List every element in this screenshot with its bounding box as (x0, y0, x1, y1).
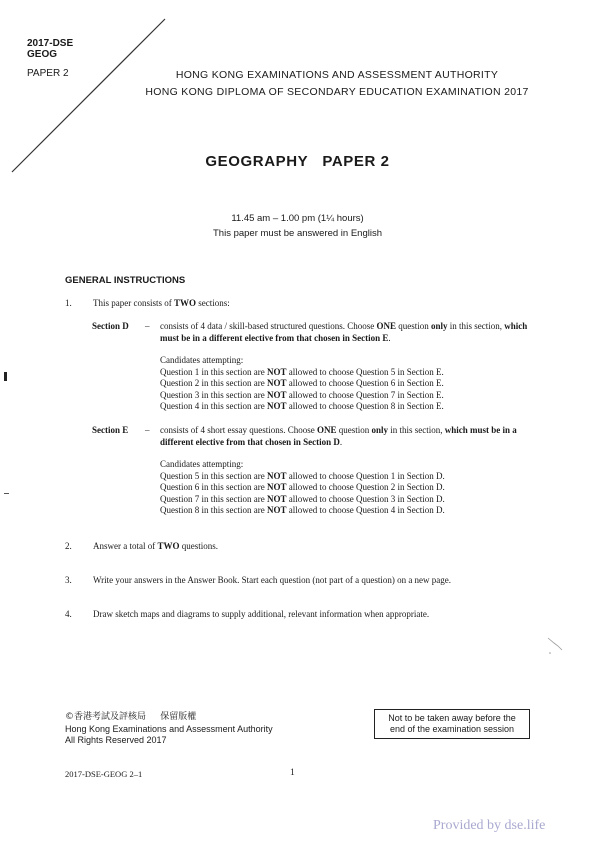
text-run: allowed to choose Question 6 in Section E. (286, 378, 444, 388)
text-run: question (336, 425, 372, 435)
paper-label: PAPER 2 (27, 68, 69, 79)
copyright-line: ©香港考試及評核局 保留版權 (65, 712, 197, 722)
text-run: allowed to choose Question 4 in Section D. (286, 505, 445, 515)
section-d-rule (160, 378, 444, 390)
authority-name: HONG KONG EXAMINATIONS AND ASSESSMENT AUTHORITY (175, 69, 499, 81)
scan-mark (4, 493, 9, 494)
item-number: 2. (65, 541, 72, 551)
instruction-4: Draw sketch maps and diagrams to supply additional, relevant information when appropriate. (93, 609, 430, 619)
text-run: consists of 4 data / skill-based structured questions. Choose (160, 321, 377, 331)
text-run: allowed to choose Question 7 in Section E. (286, 390, 444, 400)
footer-code: 2017-DSE-GEOG 2–1 (65, 769, 143, 779)
notice-line: end of the examination session (389, 724, 515, 734)
text-run: questions. (179, 541, 219, 551)
text-run: Question 4 in this section are (160, 401, 267, 411)
text-run-bold: NOT (266, 482, 287, 492)
text-run-bold: ONE (376, 321, 396, 331)
text-run-bold: NOT (266, 390, 287, 400)
exam-code-year: 2017-DSE (27, 38, 74, 49)
scan-mark (4, 372, 7, 381)
text-run: Question 8 in this section are (160, 505, 267, 515)
text-run-bold: which must be in a different elective from that chosen in Section D (160, 425, 517, 447)
text-run: question (396, 321, 431, 331)
text-run-bold: NOT (266, 505, 287, 515)
copyright-line: Hong Kong Examinations and Assessment Authority (65, 723, 273, 734)
copyright-line: All Rights Reserved 2017 (65, 735, 167, 745)
section-d-description (160, 321, 530, 344)
text-run-bold: TWO (174, 298, 197, 308)
text-run-bold: NOT (266, 378, 287, 388)
exam-code-subject: GEOG (27, 49, 58, 60)
text-run: Question 7 in this section are (160, 494, 267, 504)
page-title: GEOGRAPHY PAPER 2 (205, 153, 390, 170)
text-run: . (339, 436, 343, 447)
notice-line: Not to be taken away before the (388, 713, 516, 723)
section-d-rule (160, 390, 444, 402)
instruction-2 (93, 541, 218, 553)
instructions-heading: GENERAL INSTRUCTIONS (65, 275, 186, 286)
instruction-3: Write your answers in the Answer Book. Start each question (not part of a question) on a new page. (93, 575, 452, 585)
text-run-bold: NOT (266, 401, 287, 411)
text-run: Answer a total of (93, 541, 158, 551)
scan-artifact (546, 636, 566, 656)
text-run: allowed to choose Question 2 in Section D. (286, 482, 445, 492)
section-d-label: Section D (92, 321, 129, 331)
watermark: Provided by dse.life (433, 818, 546, 833)
section-e-rule (160, 471, 445, 483)
text-run: Question 2 in this section are (160, 378, 267, 388)
text-run: allowed to choose Question 1 in Section D. (286, 471, 445, 481)
text-run: allowed to choose Question 3 in Section D. (286, 494, 445, 504)
text-run: in this section, (388, 425, 445, 435)
section-d-rule (160, 401, 444, 413)
section-e-dash: – (145, 425, 150, 435)
text-run: in this section, (447, 321, 505, 331)
text-run: allowed to choose Question 5 in Section E. (286, 367, 444, 377)
text-run-bold: NOT (266, 494, 287, 504)
section-e-description (160, 425, 530, 448)
item-number: 1. (65, 298, 72, 308)
section-e-rule (160, 494, 445, 506)
text-run: Question 3 in this section are (160, 390, 267, 400)
section-e-candidates: Candidates attempting: (160, 459, 244, 469)
page-number: 1 (290, 768, 295, 778)
text-run: This paper consists of (93, 298, 174, 308)
section-d-rule (160, 367, 444, 379)
section-e-label: Section E (92, 425, 129, 435)
instruction-1 (93, 298, 230, 310)
text-run-bold: TWO (157, 541, 180, 551)
item-number: 4. (65, 609, 72, 619)
text-run: Question 6 in this section are (160, 482, 267, 492)
diagonal-cover-line (0, 0, 200, 200)
text-run-bold: only (371, 425, 389, 435)
section-d-candidates: Candidates attempting: (160, 355, 244, 365)
text-run: Question 1 in this section are (160, 367, 267, 377)
text-run-bold: NOT (266, 367, 287, 377)
text-run: consists of 4 short essay questions. Choose (160, 425, 317, 435)
text-run-bold: only (431, 321, 448, 331)
section-d-dash: – (145, 321, 150, 331)
item-number: 3. (65, 575, 72, 585)
notice-box (374, 709, 530, 739)
text-run: sections: (196, 298, 230, 308)
section-e-rule (160, 505, 445, 517)
language-note: This paper must be answered in English (213, 228, 382, 239)
text-run: . (388, 332, 391, 343)
exam-code (27, 38, 73, 60)
text-run: Question 5 in this section are (160, 471, 267, 481)
text-run-bold: which must be in a different elective from that chosen in Section E (160, 321, 528, 343)
section-e-rule (160, 482, 445, 494)
text-run-bold: ONE (317, 425, 337, 435)
exam-time: 11.45 am – 1.00 pm (1¼ hours) (231, 213, 364, 224)
copyright-block (65, 712, 273, 747)
text-run: allowed to choose Question 8 in Section E. (286, 401, 444, 411)
exam-name: HONG KONG DIPLOMA OF SECONDARY EDUCATION EXAMINATION 2017 (145, 86, 529, 98)
text-run-bold: NOT (266, 471, 287, 481)
